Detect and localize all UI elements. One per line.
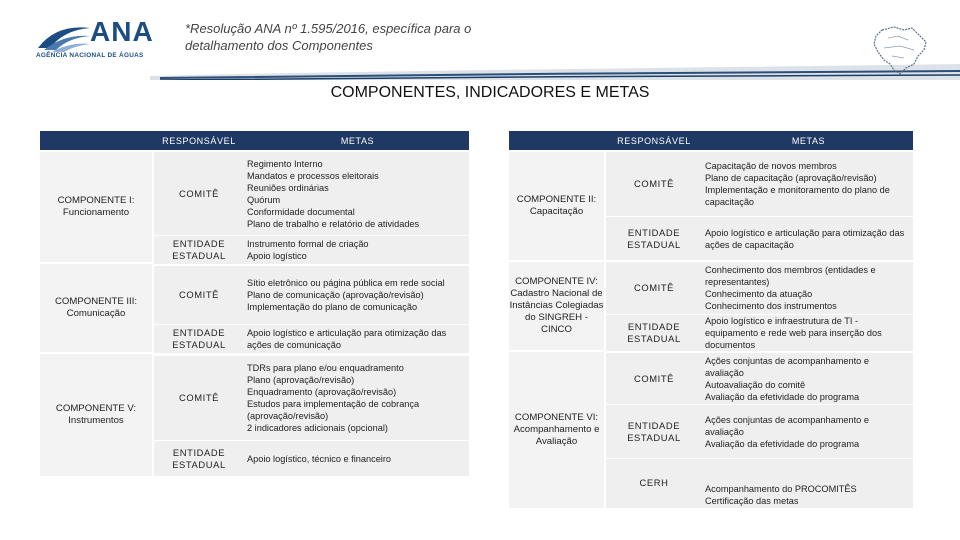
meta-item: Quórum xyxy=(247,194,281,205)
meta-item: Enquadramento (aprovação/revisão) xyxy=(247,387,397,397)
right-header-metas: METAS xyxy=(704,131,913,150)
metas-list xyxy=(705,414,910,450)
metas-list xyxy=(705,160,910,208)
metas-cell xyxy=(244,325,469,353)
component-i-cell xyxy=(40,152,152,262)
left-header-spacer xyxy=(40,131,152,150)
meta-item: Apoio logístico e articulação para otimização das ações de capacitação xyxy=(705,227,905,250)
metas-list xyxy=(705,483,857,507)
component-iii-label: COMPONENTE III: Comunicação xyxy=(54,296,138,319)
metas-cell xyxy=(702,405,913,458)
component-vi-cell xyxy=(509,352,604,508)
meta-item: Instrumento formal de criação xyxy=(247,239,369,249)
meta-item: Apoio logístico e infraestrutura de TI - equipamento e rede web para inserção dos documentos xyxy=(705,316,882,350)
metas-list xyxy=(247,362,466,434)
responsible-label: COMITÊ xyxy=(178,392,220,403)
metas-list xyxy=(705,315,910,351)
component-iv-label: COMPONENTE IV: Cadastro Nacional de Instâncias Colegiadas do SINGREH - CINCO xyxy=(509,276,604,335)
meta-item: Implementação do plano de comunicação xyxy=(247,302,418,312)
responsible-label: COMITÊ xyxy=(178,187,220,199)
meta-item: Reuniões ordinárias xyxy=(247,182,329,193)
meta-item: Plano de capacitação (aprovação/revisão) xyxy=(705,173,877,183)
meta-item: Mandatos e processos eleitorais xyxy=(247,170,379,181)
component-iv-cell xyxy=(509,262,604,350)
responsible-label: COMITÊ xyxy=(633,372,675,384)
component-v-label: COMPONENTE V: Instrumentos xyxy=(55,403,137,426)
responsible-cell xyxy=(606,217,702,260)
responsible-label: ENTIDADE ESTADUAL xyxy=(627,419,681,443)
component-iii-cell xyxy=(40,264,152,352)
meta-item: Apoio logístico, técnico e financeiro xyxy=(247,453,392,464)
meta-item: Conformidade documental xyxy=(247,206,355,217)
meta-item: Autoavaliação do comitê xyxy=(705,379,806,390)
logo-subtitle: AGÊNCIA NACIONAL DE ÁGUAS xyxy=(36,52,144,59)
metas-list xyxy=(705,227,910,251)
meta-item: Plano de comunicação (aprovação/revisão) xyxy=(247,290,424,300)
metas-cell xyxy=(244,441,469,476)
page-header xyxy=(0,0,960,80)
component-i-label: COMPONENTE I: Funcionamento xyxy=(57,195,135,218)
responsible-label: COMITÊ xyxy=(633,178,675,189)
responsible-cell xyxy=(154,152,244,235)
meta-item: Apoio logístico e articulação para otimização das ações de comunicação xyxy=(247,328,447,350)
meta-item: Implementação e monitoramento do plano de capacitação xyxy=(705,185,890,207)
left-header-responsavel: RESPONSÁVEL xyxy=(152,131,246,150)
metas-cell xyxy=(244,266,469,324)
responsible-label: COMITÊ xyxy=(178,289,220,300)
metas-list xyxy=(705,355,910,403)
metas-cell xyxy=(244,152,469,235)
metas-cell xyxy=(702,217,913,260)
responsible-label: ENTIDADE ESTADUAL xyxy=(627,226,681,250)
responsible-label: ENTIDADE ESTADUAL xyxy=(172,238,226,261)
metas-list xyxy=(247,238,369,262)
component-v-cell xyxy=(40,354,152,476)
component-ii-cell xyxy=(509,152,604,260)
meta-item: TDRs para plano e/ou enquadramento xyxy=(247,363,404,373)
ana-logo-icon xyxy=(36,18,92,54)
metas-cell xyxy=(702,459,913,508)
meta-item: Conhecimento dos membros (entidades e representantes) xyxy=(705,265,876,287)
meta-item: Capacitação de novos membros xyxy=(705,161,837,171)
metas-cell xyxy=(702,262,913,314)
page-title: COMPONENTES, INDICADORES E METAS xyxy=(330,84,650,101)
meta-item: Plano (aprovação/revisão) xyxy=(247,375,355,385)
responsible-cell xyxy=(606,405,702,458)
meta-item: 2 indicadores adicionais (opcional) xyxy=(247,423,388,433)
responsible-label: ENTIDADE ESTADUAL xyxy=(172,327,226,350)
component-ii-label: COMPONENTE II: Capacitação xyxy=(516,194,597,217)
metas-list xyxy=(705,264,910,312)
meta-item: Sítio eletrônico ou página pública em rede social xyxy=(247,278,445,288)
meta-item: Conhecimento dos instrumentos xyxy=(705,301,837,311)
meta-item: Estudos para implementação de cobrança (aprovação/revisão) xyxy=(247,399,420,421)
metas-cell xyxy=(244,356,469,440)
meta-item: Avaliação da efetividade do programa xyxy=(705,391,860,402)
responsible-label: CERH xyxy=(639,477,669,488)
meta-item: Ações conjuntas de acompanhamento e avaliação xyxy=(705,355,869,378)
responsible-cell xyxy=(154,441,244,476)
metas-list xyxy=(247,277,445,313)
responsible-cell xyxy=(606,459,702,508)
metas-list xyxy=(247,158,419,230)
resolution-note: *Resolução ANA nº 1.595/2016, específica para o detalhamento dos Componentes xyxy=(185,21,472,53)
responsible-cell xyxy=(154,356,244,440)
responsible-cell xyxy=(606,315,702,351)
responsible-cell xyxy=(154,325,244,353)
metas-cell xyxy=(244,236,469,264)
responsible-cell xyxy=(606,152,702,216)
meta-item: Certificação das metas xyxy=(705,496,799,506)
meta-item: Ações conjuntas de acompanhamento e avaliação xyxy=(705,414,869,437)
right-header-spacer xyxy=(509,131,604,150)
left-header-metas: METAS xyxy=(246,131,469,150)
meta-item: Avaliação da efetividade do programa xyxy=(705,438,860,449)
responsible-cell xyxy=(154,266,244,324)
logo-text: ANA xyxy=(90,16,154,47)
responsible-cell xyxy=(606,353,702,404)
responsible-label: ENTIDADE ESTADUAL xyxy=(627,321,681,344)
responsible-cell xyxy=(606,262,702,314)
metas-cell xyxy=(702,152,913,216)
responsible-label: COMITÊ xyxy=(633,282,675,293)
meta-item: Plano de trabalho e relatório de atividades xyxy=(247,218,420,229)
metas-cell xyxy=(702,315,913,351)
component-vi-label: COMPONENTE VI: Acompanhamento e Avaliação xyxy=(513,412,600,447)
ana-logo xyxy=(30,14,158,64)
right-header-responsavel: RESPONSÁVEL xyxy=(604,131,704,150)
responsible-label: ENTIDADE ESTADUAL xyxy=(172,446,226,470)
brazil-map-icon xyxy=(868,24,930,76)
metas-cell xyxy=(702,353,913,404)
metas-list xyxy=(247,453,391,465)
responsible-cell xyxy=(154,236,244,264)
metas-list xyxy=(247,327,466,351)
meta-item: Acompanhamento do PROCOMITÊS xyxy=(705,484,857,494)
meta-item: Conhecimento da atuação xyxy=(705,289,813,299)
meta-item: Regimento Interno xyxy=(247,158,323,169)
meta-item: Apoio logístico xyxy=(247,251,307,261)
